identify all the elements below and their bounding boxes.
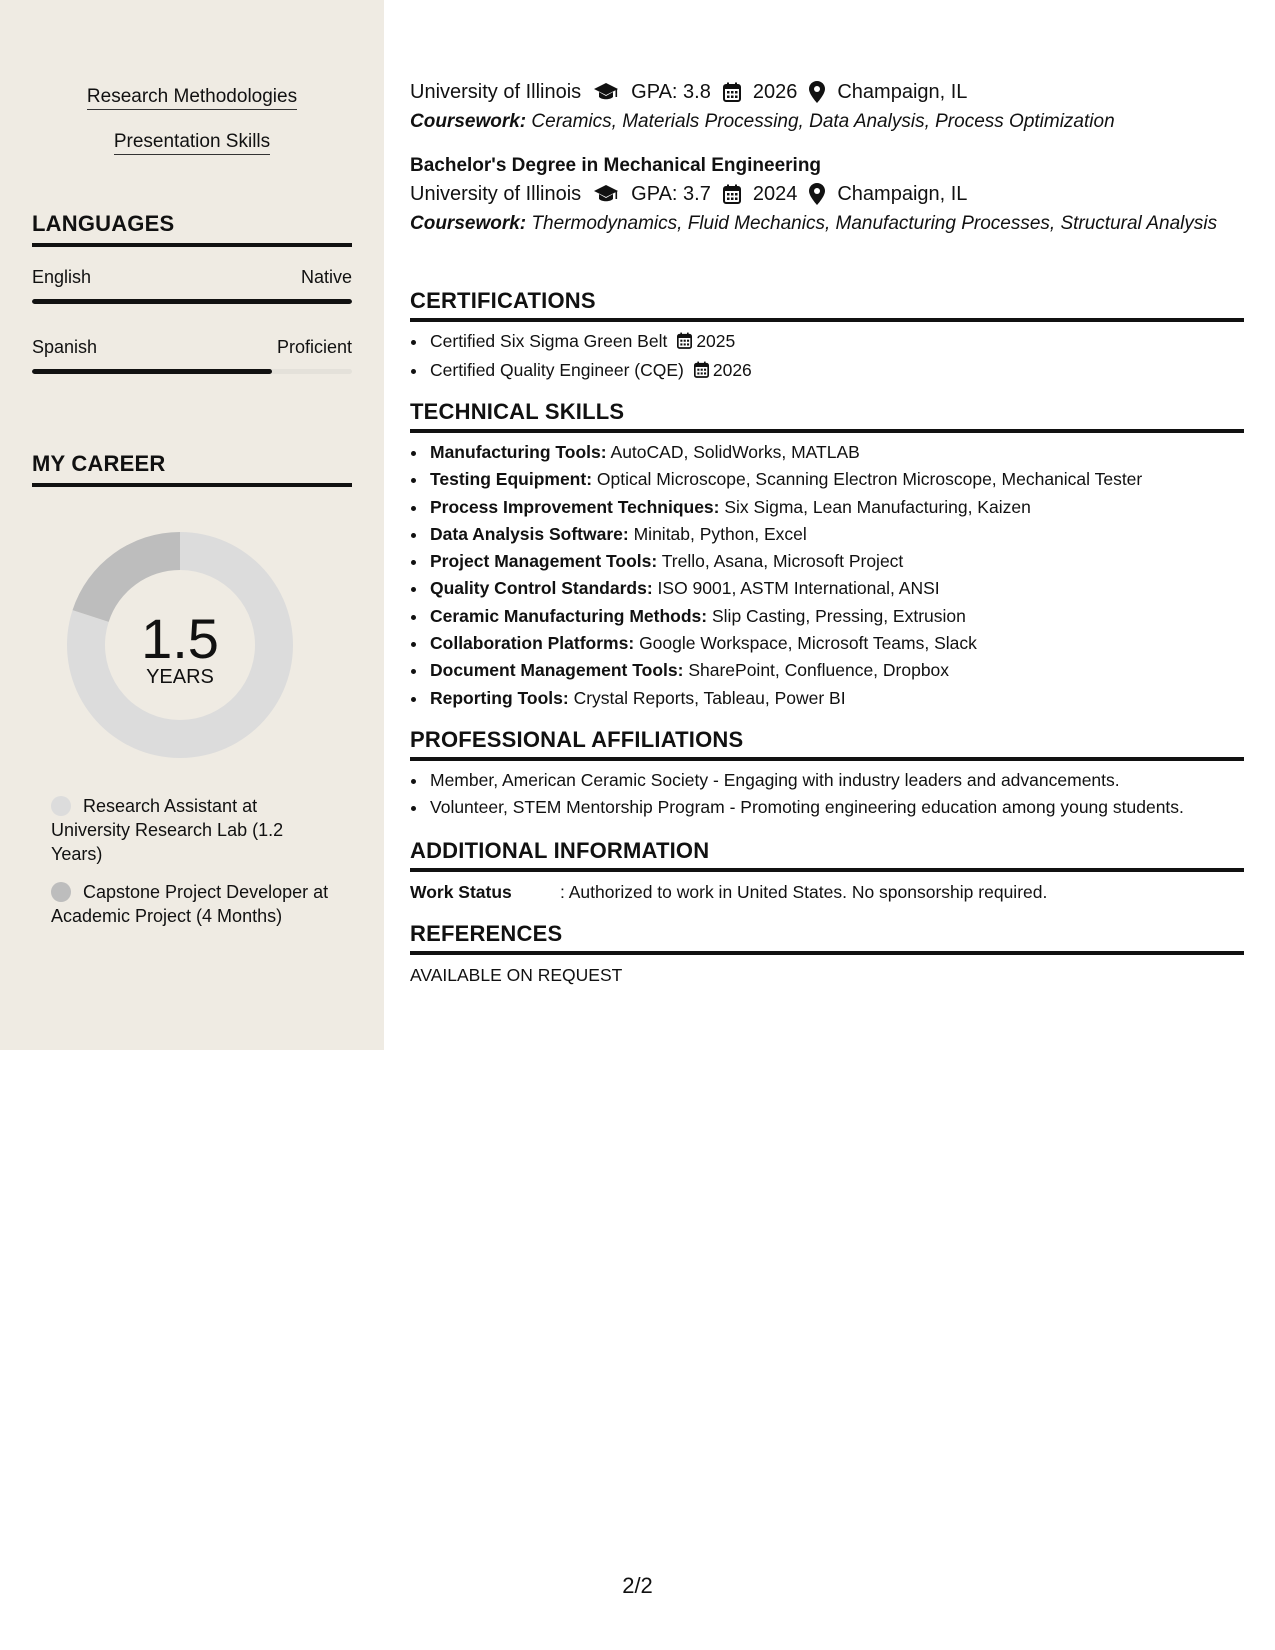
language-proficiency-fill	[32, 369, 272, 374]
calendar-icon	[694, 359, 709, 386]
certification-name: Certified Quality Engineer (CQE)	[430, 360, 684, 381]
skill-value: Six Sigma, Lean Manufacturing, Kaizen	[724, 496, 1031, 517]
certification-item	[428, 328, 1244, 357]
language-proficiency-fill	[32, 299, 352, 304]
technical-skills-list	[410, 439, 1244, 712]
skill-label: Ceramic Manufacturing Methods:	[430, 605, 708, 626]
work-status-value: : Authorized to work in United States. No sponsorship required.	[560, 882, 1048, 902]
language-proficiency-bar	[32, 299, 352, 304]
skill-item	[428, 466, 1244, 493]
education-entry	[410, 155, 1244, 236]
work-status-row	[410, 882, 1244, 903]
gpa: GPA: 3.7	[631, 182, 711, 205]
skill-value: AutoCAD, SolidWorks, MATLAB	[610, 442, 860, 462]
certification-item	[428, 357, 1244, 386]
career-item-text: Capstone Project Developer at Academic Project (4 Months)	[51, 882, 329, 926]
skill-value: Optical Microscope, Scanning Electron Microscope, Mechanical Tester	[596, 469, 1143, 490]
certification-name: Certified Six Sigma Green Belt	[430, 331, 668, 351]
skill-item	[428, 548, 1244, 575]
skill-item	[428, 494, 1244, 521]
language-name: Spanish	[32, 337, 98, 357]
affiliations-section	[410, 727, 1244, 822]
skill-item	[428, 630, 1244, 657]
calendar-icon	[723, 184, 741, 204]
language-level: Proficient	[276, 337, 352, 357]
affiliation-item: • Volunteer, STEM Mentorship Program - Promoting engineering education among young students.	[428, 794, 1244, 821]
graduation-cap-icon	[593, 82, 619, 102]
coursework	[410, 110, 1244, 134]
gpa: GPA: 3.8	[631, 80, 711, 103]
technical-skills-heading: TECHNICAL SKILLS	[410, 399, 1244, 433]
certification-year: 2025	[696, 331, 736, 351]
coursework-label: Coursework:	[410, 111, 527, 132]
skill-value: Crystal Reports, Tableau, Power BI	[573, 687, 846, 708]
language-proficiency-bar	[32, 369, 352, 374]
skill-item	[428, 685, 1244, 712]
skill-label: Testing Equipment:	[430, 469, 593, 490]
language-level: Native	[300, 267, 352, 287]
coursework-label: Coursework:	[410, 213, 527, 234]
skill-tag: Presentation Skills	[0, 131, 384, 153]
skill-item	[428, 657, 1244, 684]
certifications-section	[410, 288, 1244, 387]
graduation-cap-icon	[593, 184, 619, 204]
skill-label: Project Management Tools:	[430, 551, 658, 572]
career-total-unit: YEARS	[146, 666, 214, 688]
skill-item	[428, 575, 1244, 602]
school-name: University of Illinois	[410, 80, 582, 103]
language-row	[32, 267, 352, 288]
career-legend-dot	[51, 882, 71, 902]
affiliation-item: • Member, American Ceramic Society - Engaging with industry leaders and advancements.	[428, 767, 1244, 794]
calendar-icon	[677, 330, 692, 357]
graduation-year: 2026	[752, 80, 798, 103]
skill-label: Collaboration Platforms:	[430, 633, 635, 654]
references-section	[410, 921, 1244, 986]
career-item	[51, 794, 331, 866]
skill-value: ISO 9001, ASTM International, ANSI	[657, 578, 940, 599]
additional-info-heading: ADDITIONAL INFORMATION	[410, 838, 1244, 872]
certification-year: 2026	[712, 360, 752, 381]
education-entry	[410, 78, 1244, 134]
degree-title: Bachelor's Degree in Mechanical Engineering	[410, 155, 822, 176]
skill-item	[428, 521, 1244, 548]
affiliations-list	[410, 767, 1244, 822]
page-number: 2/2	[622, 1573, 653, 1598]
skill-value: Trello, Asana, Microsoft Project	[661, 551, 904, 572]
career-total-value: 1.5	[141, 607, 219, 670]
skill-label: Quality Control Standards:	[430, 578, 653, 599]
languages-heading: LANGUAGES	[32, 211, 352, 247]
career-item	[51, 880, 331, 928]
career-legend-dot	[51, 796, 71, 816]
school-name: University of Illinois	[410, 182, 582, 205]
skill-value: SharePoint, Confluence, Dropbox	[688, 660, 950, 681]
skill-label: Process Improvement Techniques:	[430, 496, 720, 517]
skill-item	[428, 603, 1244, 630]
skill-label: Manufacturing Tools:	[430, 442, 607, 462]
technical-skills-section	[410, 399, 1244, 712]
language-name: English	[32, 267, 92, 287]
calendar-icon	[723, 82, 741, 102]
skill-label: Reporting Tools:	[430, 687, 569, 708]
career-donut-chart	[67, 532, 293, 758]
career-heading: MY CAREER	[32, 451, 352, 487]
skill-item	[428, 439, 1244, 466]
location: Champaign, IL	[837, 182, 968, 205]
skill-label: Data Analysis Software:	[430, 523, 629, 544]
references-heading: REFERENCES	[410, 921, 1244, 955]
location: Champaign, IL	[837, 80, 968, 103]
sidebar	[0, 0, 384, 1050]
coursework	[410, 212, 1244, 236]
skill-value: Slip Casting, Pressing, Extrusion	[712, 605, 966, 626]
skill-tag: Research Methodologies	[0, 86, 384, 108]
skill-label: Document Management Tools:	[430, 660, 684, 681]
graduation-year: 2024	[752, 182, 798, 205]
map-pin-icon	[809, 183, 825, 205]
skill-value: Google Workspace, Microsoft Teams, Slack	[639, 633, 977, 654]
certifications-heading: CERTIFICATIONS	[410, 288, 1244, 322]
references-text: AVAILABLE ON REQUEST	[410, 965, 623, 985]
language-row	[32, 337, 352, 358]
map-pin-icon	[809, 81, 825, 103]
work-status-label: Work Status	[410, 882, 512, 902]
skill-value: Minitab, Python, Excel	[633, 523, 807, 544]
affiliations-heading: PROFESSIONAL AFFILIATIONS	[410, 727, 1244, 761]
coursework-list: Ceramics, Materials Processing, Data Analysis, Process Optimization	[531, 111, 1115, 132]
career-item-text: Research Assistant at University Research Lab (1.2 Years)	[51, 796, 284, 864]
coursework-list: Thermodynamics, Fluid Mechanics, Manufacturing Processes, Structural Analysis	[531, 213, 1218, 234]
certifications-list	[410, 328, 1244, 387]
education-meta	[410, 78, 1244, 106]
education-meta	[410, 180, 1244, 208]
additional-info-section	[410, 838, 1244, 903]
